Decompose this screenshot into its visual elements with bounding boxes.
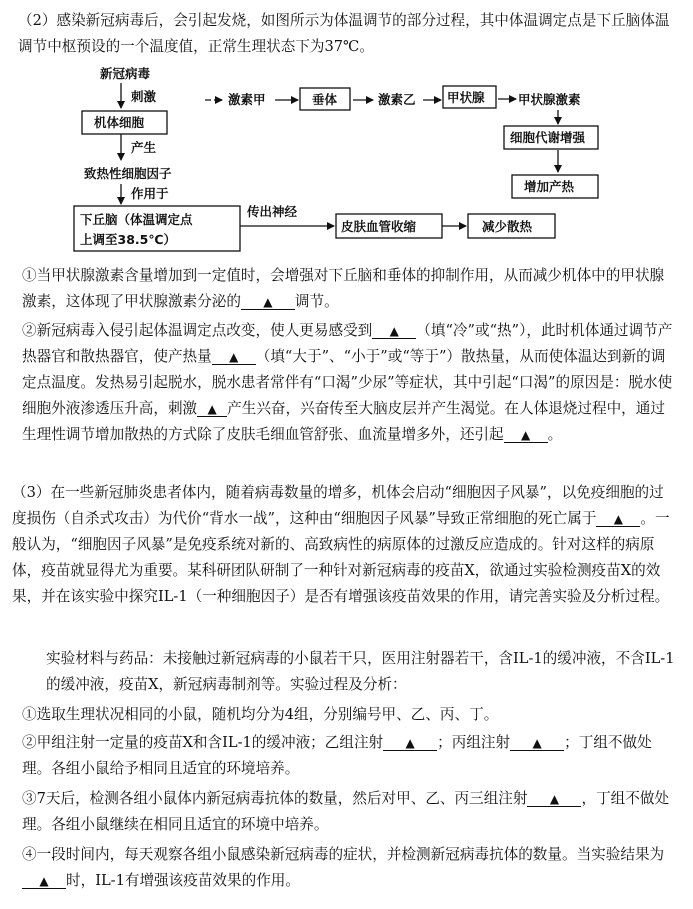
answer-blank[interactable]: ▲ (197, 402, 227, 417)
q2-item1: ①当甲状腺激素含量增加到一定值时，会增强对下丘脑和垂体的抑制作用，从而减少机体中的甲状腺激素，这体现了甲状腺激素分泌的 ▲ 调节。 (22, 267, 665, 310)
step1: ①选取生理状况相同的小鼠，随机均分为4组，分别编号甲、乙、丙、丁。 (22, 706, 499, 723)
part2-intro: （2）感染新冠病毒后，会引起发烧，如图所示为体温调节的部分过程，其中体温调定点是下丘脑体温调节中枢预设的一个温度值，正常生理状态下为37℃。 (18, 12, 670, 55)
answer-blank[interactable]: ▲ (510, 736, 564, 751)
q2-item2: ②新冠病毒入侵引起体温调定点改变，使人更易感受到 ▲ （填“冷”或“热”），此时机体通过调节产热器官和散热器官，使产热量 ▲ （填“大于”、“小于”或“等于”）散热量，从而使体温达到新的调定点温度。发热易引起脱水，脱水患者常伴有“口渴”少尿”等症状，其中引起“口渴”的原因是：脱水使细胞外液渗透压升高，刺激 ▲ 产生兴奋，兴奋传至大脑皮层并产生渴觉。在人体退烧过程中，通过生理性调节增加散热的方式除了皮肤毛细血管舒张、血流量增多外，还引起 ▲ 。 (22, 322, 673, 443)
less-heat-loss-label: 减少散热 (482, 219, 533, 234)
pituitary-label: 垂体 (312, 92, 338, 107)
hypothalamus-line2: 上调至38.5℃） (80, 232, 176, 247)
hormone-a-label: 激素甲 (228, 92, 266, 107)
answer-blank[interactable]: ▲ (372, 324, 416, 339)
materials: 实验材料与药品：未接触过新冠病毒的小鼠若干只，医用注射器若干，含IL-1的缓冲液，不含IL-1的缓冲液，疫苗X，新冠病毒制剂等。实验过程及分析： (46, 650, 675, 693)
answer-blank[interactable]: ▲ (22, 874, 66, 889)
step3: ③7天后，检测各组小鼠体内新冠病毒抗体的数量，然后对甲、乙、丙三组注射 ▲ ，丁组不做处理。各组小鼠继续在相同且适宜的环境中培养。 (22, 790, 670, 833)
answer-blank[interactable]: ▲ (212, 350, 256, 365)
answer-blank[interactable]: ▲ (596, 512, 640, 527)
act-on-label: 作用于 (131, 186, 169, 201)
step2: ②甲组注射一定量的疫苗X和含IL-1的缓冲液；乙组注射 ▲ ；丙组注射 ▲ ；丁组不做处理。各组小鼠给予相同且适宜的环境培养。 (22, 734, 652, 777)
part3-intro: （3）在一些新冠肺炎患者体内，随着病毒数量的增多，机体会启动“细胞因子风暴”，以免疫细胞的过度损伤（自杀式攻击）为代价“背水一战”，这种由“细胞因子风暴”导致正常细胞的死亡属于 ▲ 。一般认为，“细胞因子风暴”是免疫系统对新的、高致病性的病原体的过激反应造成的。针对这样的病原体，疫苗就显得尤为重要。某科研团队研制了一种针对新冠病毒的疫苗X，欲通过实验检测疫苗X的效果，并在该实验中探究IL-1（一种细胞因子）是否有增强该疫苗效果的作用，请完善实验及分析过程。 (12, 484, 670, 605)
answer-blank[interactable]: ▲ (383, 736, 437, 751)
body-cell-label: 机体细胞 (94, 115, 145, 130)
metabolism-label: 细胞代谢增强 (510, 130, 586, 145)
vasoconstriction-label: 皮肤血管收缩 (341, 219, 417, 234)
hypothalamus-line1: 下丘脑（体温调定点 (80, 212, 193, 227)
thermoregulation-diagram (0, 60, 693, 265)
answer-blank[interactable]: ▲ (241, 295, 295, 310)
efferent-label: 传出神经 (247, 204, 298, 219)
thyroxine-label: 甲状腺激素 (518, 92, 581, 107)
hormone-b-label: 激素乙 (378, 92, 416, 107)
stimulate-label: 刺激 (131, 89, 157, 104)
pyrogen-label: 致热性细胞因子 (84, 166, 172, 181)
step4: ④一段时间内，每天观察各组小鼠感染新冠病毒的症状，并检测新冠病毒抗体的数量。当实验结果为▲ 时，IL-1有增强该疫苗效果的作用。 (22, 846, 665, 889)
produce-label: 产生 (131, 140, 157, 155)
virus-label: 新冠病毒 (100, 66, 151, 81)
thyroid-label: 甲状腺 (447, 90, 485, 105)
heat-prod-label: 增加产热 (524, 179, 575, 194)
answer-blank[interactable]: ▲ (504, 428, 548, 443)
answer-blank[interactable]: ▲ (527, 792, 581, 807)
